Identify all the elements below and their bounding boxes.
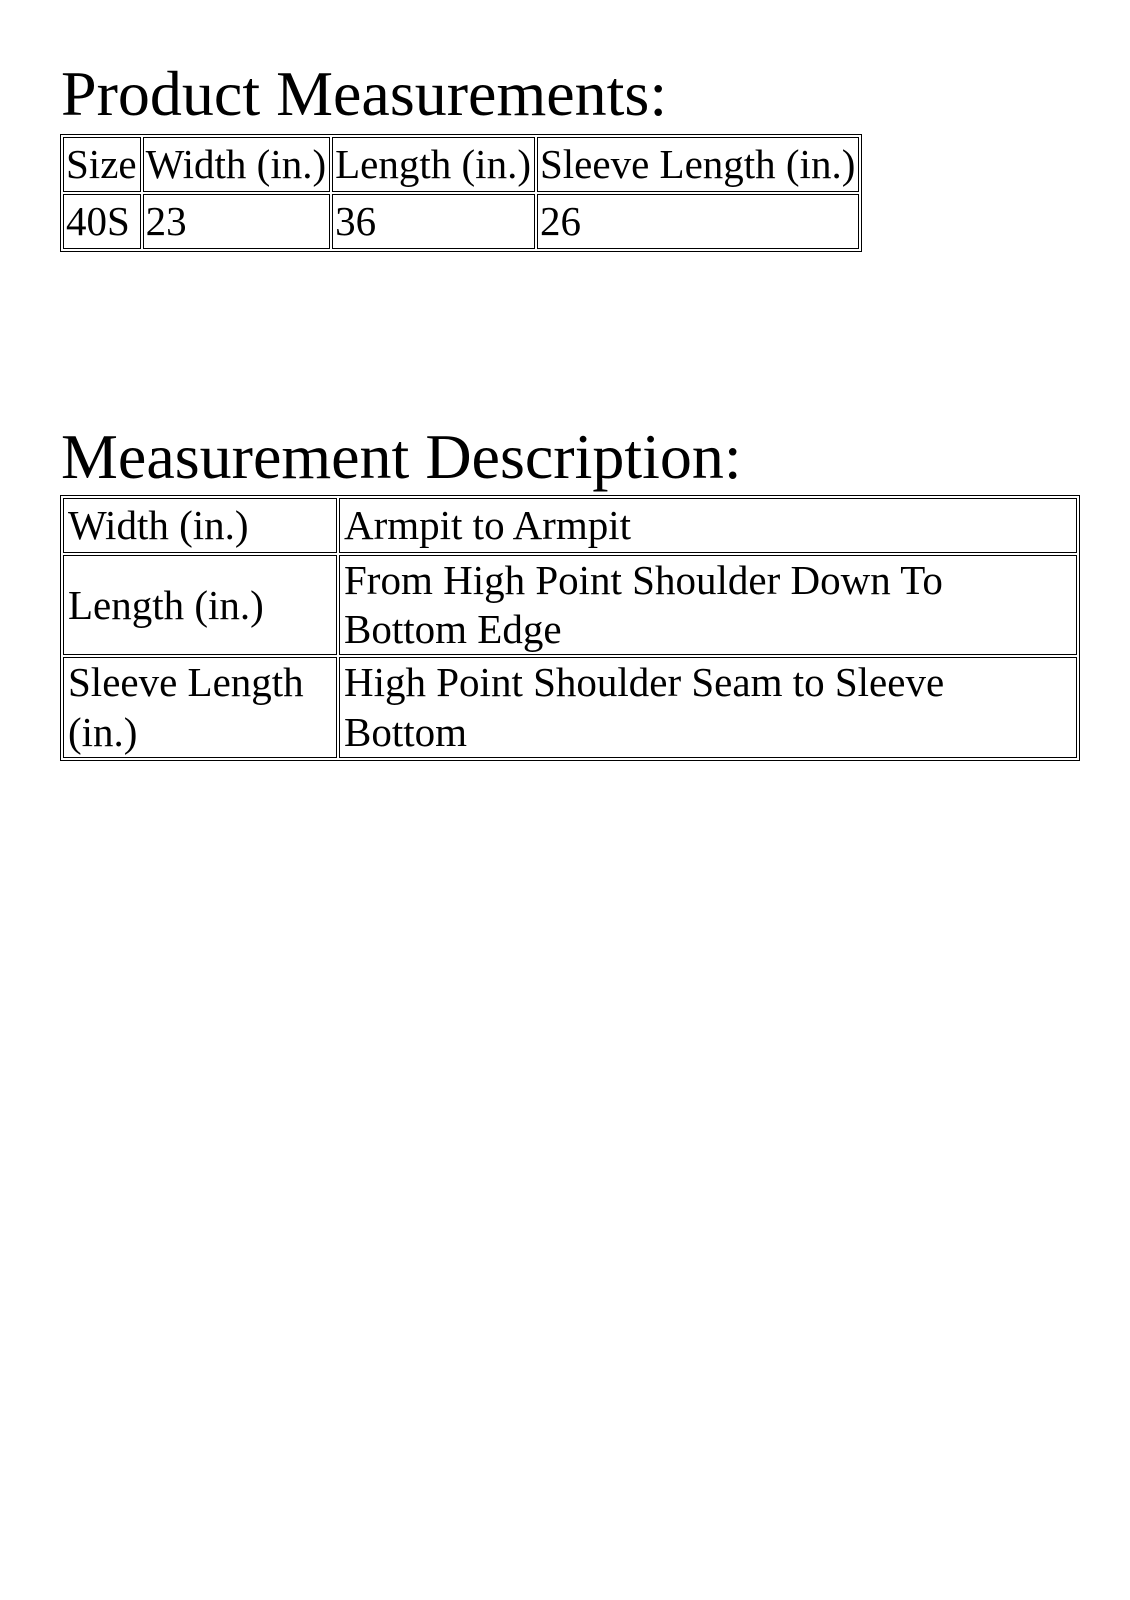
header-cell-size: Size (63, 137, 141, 192)
product-measurements-heading: Product Measurements: (61, 58, 668, 129)
table-row (63, 498, 1077, 553)
term-cell: Length (in.) (63, 555, 337, 655)
term-cell: Width (in.) (63, 498, 337, 553)
product-measurements-table (60, 134, 862, 252)
table-row (63, 194, 859, 249)
description-cell: Armpit to Armpit (339, 498, 1077, 553)
cell-size: 40S (63, 194, 141, 249)
description-cell: From High Point Shoulder Down To Bottom Edge (339, 555, 1077, 655)
header-cell-length: Length (in.) (332, 137, 535, 192)
header-cell-sleeve-length: Sleeve Length (in.) (537, 137, 859, 192)
cell-sleeve-length: 26 (537, 194, 859, 249)
term-cell: Sleeve Length (in.) (63, 657, 337, 757)
cell-width: 23 (143, 194, 331, 249)
description-cell: High Point Shoulder Seam to Sleeve Bottom (339, 657, 1077, 757)
table-row (63, 555, 1077, 655)
table-header-row (63, 137, 859, 192)
table-row (63, 657, 1077, 757)
cell-length: 36 (332, 194, 535, 249)
measurement-description-table (60, 495, 1080, 761)
header-cell-width: Width (in.) (143, 137, 331, 192)
measurement-description-heading: Measurement Description: (61, 421, 742, 492)
